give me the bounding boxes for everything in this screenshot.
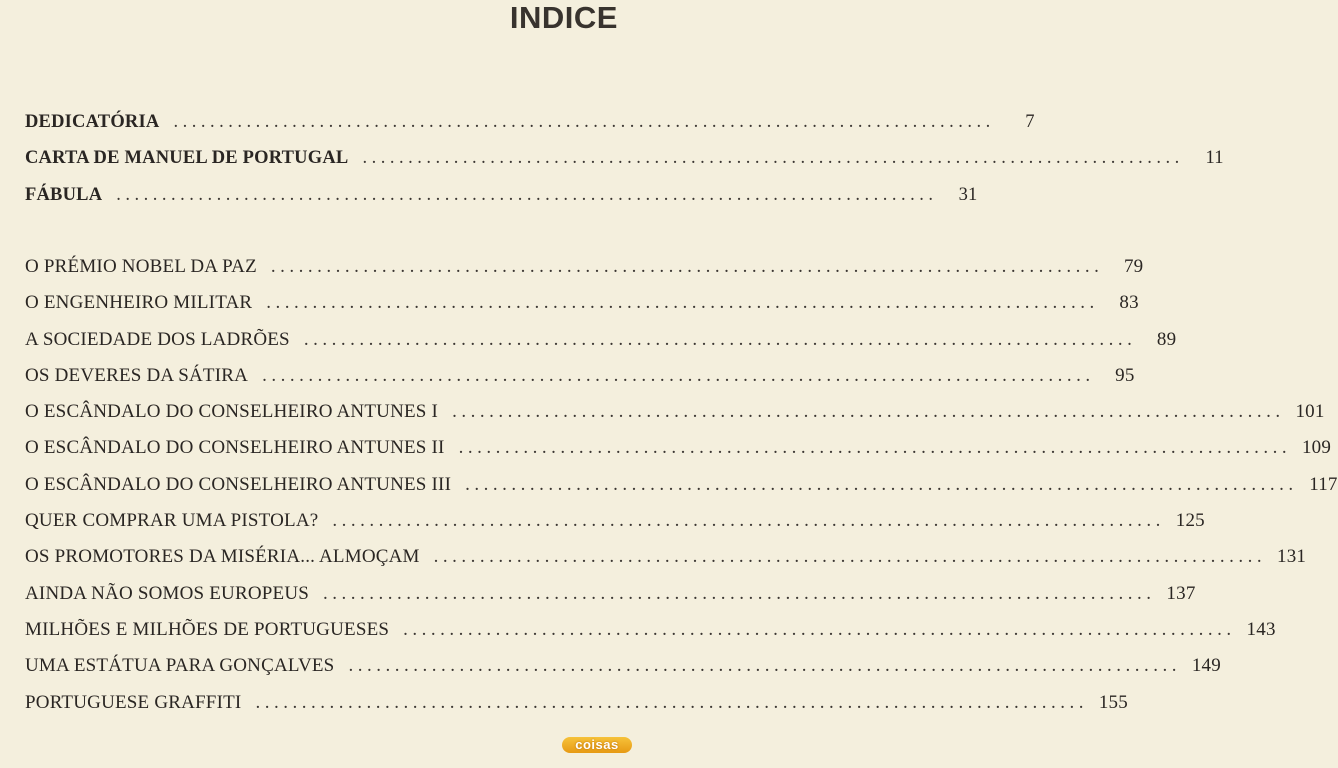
toc-entry-page: 125	[1175, 510, 1205, 532]
toc-entry-page: 137	[1166, 582, 1196, 604]
toc-leader-dots: ..........................................................................................	[465, 473, 1298, 495]
toc-leader-dots: ..........................................................................................	[303, 328, 1137, 350]
toc-leader-dots: ..........................................................................................	[362, 148, 1184, 169]
toc-entry[interactable]	[25, 256, 1144, 292]
toc-entry[interactable]	[25, 401, 1325, 437]
toc-leader-dots: ..........................................................................................	[255, 691, 1088, 713]
toc-leader-dots: ..........................................................................................	[116, 184, 938, 205]
toc-entry[interactable]	[25, 184, 978, 221]
toc-entry-page: 131	[1277, 546, 1307, 568]
toc-leader-dots: ..........................................................................................	[266, 292, 1099, 314]
toc-entry-title: CARTA DE MANUEL DE PORTUGAL	[25, 148, 349, 169]
toc-entry-title: MILHÕES E MILHÕES DE PORTUGUESES	[25, 618, 390, 640]
toc-entry[interactable]	[25, 618, 1276, 655]
toc-leader-dots: ..........................................................................................	[403, 618, 1236, 640]
toc-entry-title: O ENGENHEIRO MILITAR	[25, 292, 253, 314]
toc-entry-title: OS PROMOTORES DA MISÉRIA... ALMOÇAM	[25, 546, 420, 568]
toc-entry[interactable]	[25, 364, 1135, 401]
toc-entry-page: 117	[1309, 473, 1338, 495]
toc-entry-page: 95	[1115, 364, 1135, 386]
toc-entry[interactable]	[25, 510, 1205, 546]
toc-entry[interactable]	[25, 546, 1307, 582]
toc-entry[interactable]	[25, 148, 1224, 184]
toc-entry[interactable]	[25, 473, 1338, 510]
toc-leader-dots: ..........................................................................................	[348, 655, 1181, 677]
toc-entry-title: OS DEVERES DA SÁTIRA	[25, 364, 249, 386]
toc-entry[interactable]	[25, 112, 1035, 148]
toc-leader-dots: ..........................................................................................	[433, 546, 1267, 568]
toc-articles-section	[25, 256, 1338, 728]
toc-leader-dots: ..........................................................................................	[452, 401, 1285, 423]
toc-entry[interactable]	[25, 437, 1332, 473]
toc-leader-dots: ..........................................................................................	[270, 256, 1104, 277]
toc-main-section	[25, 112, 1224, 221]
page-title: INDICE	[509, 0, 618, 35]
toc-entry-title: FÁBULA	[25, 184, 103, 205]
toc-entry-page: 143	[1246, 618, 1276, 640]
toc-entry-title: O ESCÂNDALO DO CONSELHEIRO ANTUNES II	[25, 437, 445, 459]
toc-leader-dots: ..........................................................................................	[332, 510, 1165, 532]
toc-entry-title: QUER COMPRAR UMA PISTOLA?	[25, 510, 319, 532]
toc-entry-title: AINDA NÃO SOMOS EUROPEUS	[25, 582, 310, 604]
toc-entry[interactable]	[25, 691, 1128, 728]
toc-entry-title: A SOCIEDADE DOS LADRÕES	[25, 328, 290, 350]
toc-entry[interactable]	[25, 655, 1221, 691]
toc-leader-dots: ..........................................................................................	[173, 112, 995, 132]
toc-entry-page: 11	[1205, 148, 1224, 169]
toc-entry-title: O ESCÂNDALO DO CONSELHEIRO ANTUNES I	[25, 401, 439, 423]
toc-entry-title: O PRÉMIO NOBEL DA PAZ	[25, 256, 257, 277]
toc-leader-dots: ..........................................................................................	[323, 582, 1156, 604]
toc-entry-title: O ESCÂNDALO DO CONSELHEIRO ANTUNES III	[25, 473, 452, 495]
toc-entry-page: 149	[1191, 655, 1221, 677]
toc-entry[interactable]	[25, 292, 1139, 328]
toc-entry-page: 155	[1098, 691, 1128, 713]
toc-entry-page: 101	[1295, 401, 1325, 423]
toc-entry-page: 83	[1119, 292, 1139, 314]
toc-entry-page: 89	[1156, 328, 1177, 350]
toc-entry-title: PORTUGUESE GRAFFITI	[25, 691, 242, 713]
coisas-watermark-logo: coisas	[562, 737, 632, 753]
toc-entry[interactable]	[25, 582, 1196, 619]
toc-leader-dots: ..........................................................................................	[262, 364, 1095, 386]
toc-entry-page: 31	[958, 184, 978, 205]
toc-entry-title: DEDICATÓRIA	[25, 112, 160, 132]
toc-entry-title: UMA ESTÁTUA PARA GONÇALVES	[25, 655, 335, 677]
toc-leader-dots: ..........................................................................................	[458, 437, 1292, 459]
toc-entry[interactable]	[25, 328, 1177, 365]
toc-entry-page: 7	[1025, 112, 1035, 132]
toc-entry-page: 79	[1123, 256, 1144, 277]
toc-entry-page: 109	[1301, 437, 1332, 459]
